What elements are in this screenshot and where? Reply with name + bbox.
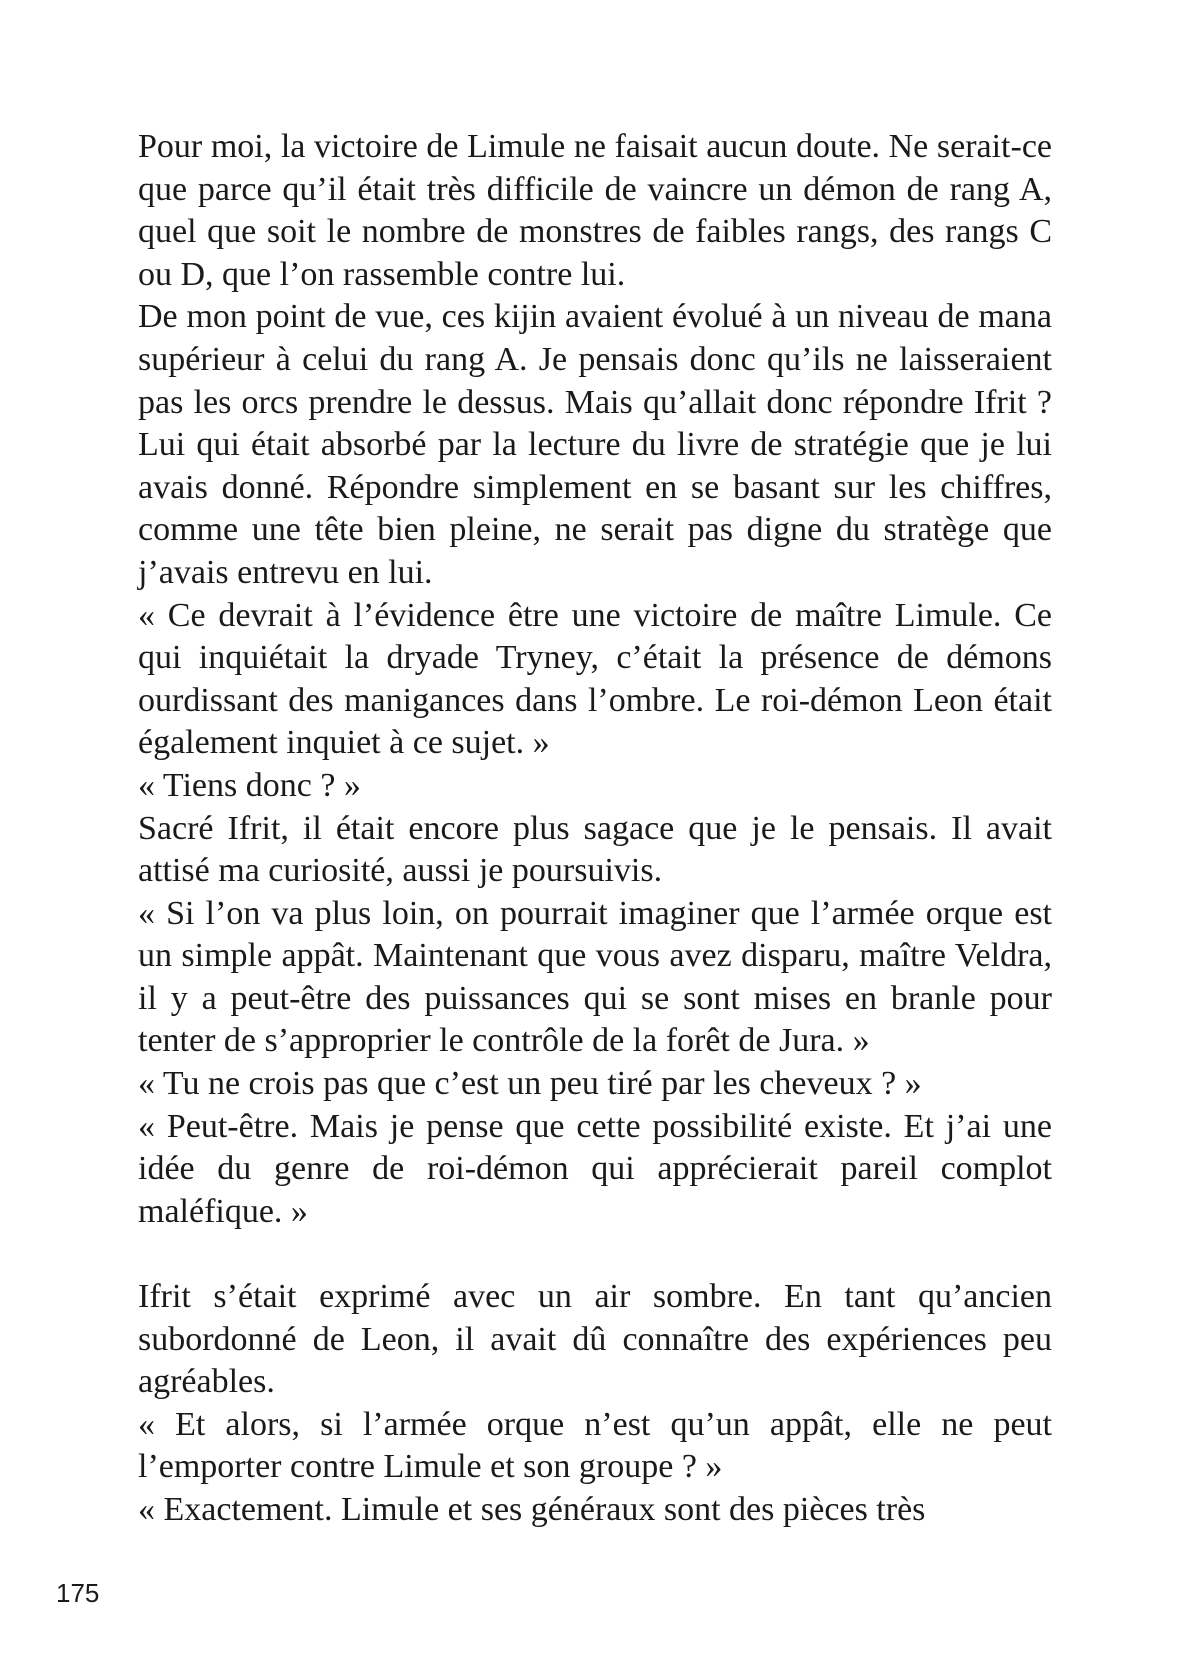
dialogue-paragraph: « Et alors, si l’armée orque n’est qu’un appât, elle ne peut l’emporter contre Limule et son groupe ? » [138, 1405, 1052, 1486]
dialogue-paragraph: « Peut-être. Mais je pense que cette possibilité existe. Et j’ai une idée du genre de roi-démon qui apprécierait pareil complot maléfique. » [138, 1107, 1052, 1230]
dialogue-paragraph: « Tiens donc ? » [138, 766, 361, 804]
paragraph: Ifrit s’était exprimé avec un air sombre. En tant qu’ancien subordonné de Leon, il avait dû connaître des expériences peu agréables. [138, 1278, 1052, 1401]
paragraph: Pour moi, la victoire de Limule ne faisait aucun doute. Ne serait-ce que parce qu’il était très difficile de vaincre un démon de rang A, quel que soit le nombre de monstres de faibles rangs, des rangs C ou D, que l’on rassemble contre lui. [138, 128, 1052, 293]
text-body [138, 126, 1052, 1532]
dialogue-paragraph: « Tu ne crois pas que c’est un peu tiré par les cheveux ? » [138, 1065, 922, 1103]
paragraph: De mon point de vue, ces kijin avaient évolué à un niveau de mana supérieur à celui du rang A. Je pensais donc qu’ils ne laisseraient pas les orcs prendre le dessus. Mais qu’allait donc répondre Ifrit ? Lui qui était absorbé par la lecture du livre de stratégie que je lui avais donné. Répondre simplement en se basant sur les chiffres, comme une tête bien pleine, ne serait pas digne du stratège que j’avais entrevu en lui. [138, 298, 1052, 591]
paragraph: Sacré Ifrit, il était encore plus sagace que je le pensais. Il avait attisé ma curiosité, aussi je poursuivis. [138, 809, 1052, 890]
dialogue-paragraph: « Si l’on va plus loin, on pourrait imaginer que l’armée orque est un simple appât. Maintenant que vous avez disparu, maître Veldra, il y a peut-être des puissances qui se sont mises en branle pour tenter de s’approprier le contrôle de la forêt de Jura. » [138, 894, 1052, 1060]
dialogue-paragraph: « Ce devrait à l’évidence être une victoire de maître Limule. Ce qui inquiétait la dryade Tryney, c’était la présence de démons ourdissant des manigances dans l’ombre. Le roi-démon Leon était également inquiet à ce sujet. » [138, 596, 1052, 762]
dialogue-paragraph: « Exactement. Limule et ses généraux sont des pièces très [138, 1491, 926, 1528]
page-number: 175 [56, 1578, 100, 1608]
